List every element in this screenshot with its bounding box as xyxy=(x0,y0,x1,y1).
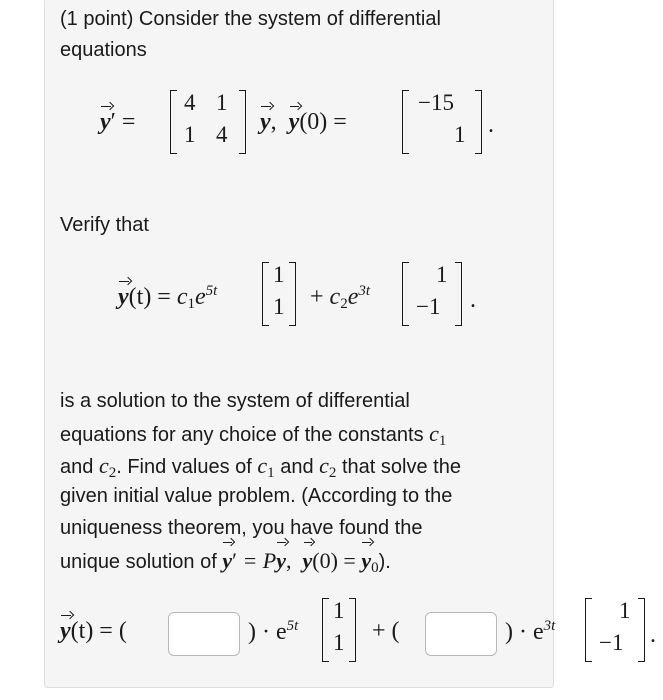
system-lhs: y′ = xyxy=(100,109,136,135)
system-mid: y, y(0) = xyxy=(260,109,347,135)
answer-period: . xyxy=(650,622,656,648)
verify-label: Verify that xyxy=(60,214,149,236)
answer-plus: + ( xyxy=(372,618,400,644)
solution-vector-2: 1 −1 xyxy=(402,262,462,326)
paragraph-line-1: is a solution to the system of differential xyxy=(60,390,410,412)
answer-vector-2: 1 −1 xyxy=(585,598,645,662)
paragraph-line-5: uniqueness theorem, you have found the xyxy=(60,517,423,539)
c2-answer-input[interactable] xyxy=(425,612,497,656)
paragraph-line-6: unique solution of y′ = Py, $y(0) = y_0$). xyxy=(60,545,391,584)
answer-vector-1: 1 1 xyxy=(322,598,356,662)
system-period: . xyxy=(488,112,494,138)
answer-lhs: y(t) = ( xyxy=(60,618,127,644)
paragraph-line-2: equations for any choice of the constants $c_1$ xyxy=(60,421,447,449)
general-solution-lhs: $y(t) = c_1e^{5t}$ xyxy=(118,283,218,312)
c1-answer-input[interactable] xyxy=(168,612,240,656)
solution-vector-1: 1 1 xyxy=(262,262,296,326)
paragraph-line-4: given initial value problem. (According to the xyxy=(60,485,453,507)
answer-term2: ) · $e^{3t}$ xyxy=(505,618,556,645)
points-label: (1 point) xyxy=(60,8,134,30)
general-solution-term2: + $c_2e^{3t}$ xyxy=(310,283,371,312)
intro-line-2: equations xyxy=(60,39,147,61)
answer-term1: ) · $e^{5t}$ xyxy=(248,618,299,645)
intro-line-1: (1 point) Consider the system of differential xyxy=(60,8,441,30)
solution-period: . xyxy=(470,287,476,313)
coefficient-matrix: 4 1 1 4 xyxy=(170,90,246,154)
initial-vector: −15 1 xyxy=(402,90,482,154)
paragraph-line-3: and $c_2$. Find values of $c_1$ and $c_2$ that solve the xyxy=(60,453,461,481)
